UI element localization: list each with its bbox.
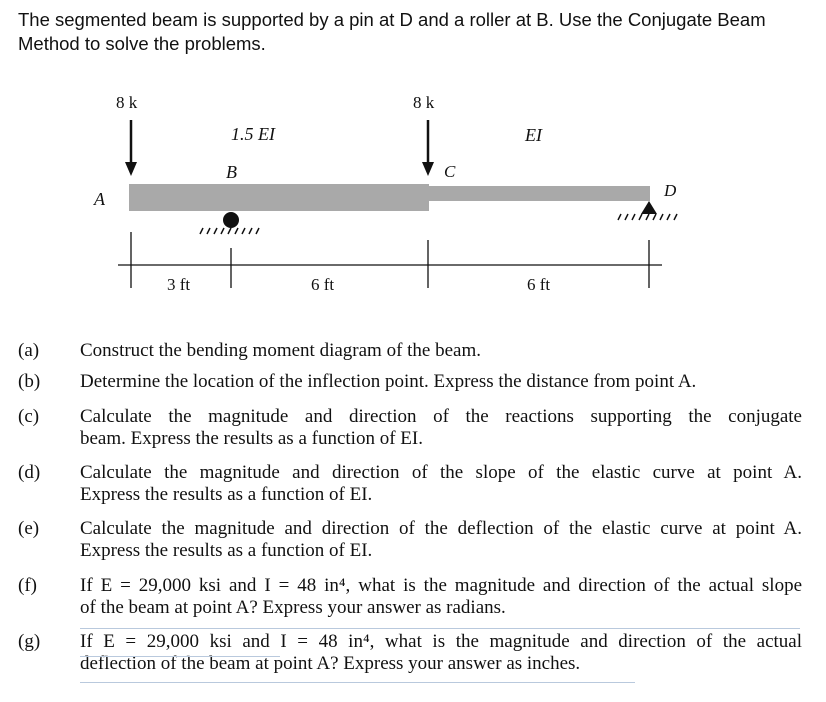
question-text-line: Calculate the magnitude and direction of the deflection of the elastic curve at point A.: [80, 518, 802, 539]
load-left-arrowhead: [125, 162, 137, 176]
question-text-line: beam. Express the results as a function of EI.: [80, 428, 423, 449]
dimension-CD: 6 ft: [527, 275, 551, 294]
beam-segment-thin: [428, 186, 650, 201]
stiffness-left-label: 1.5 EI: [231, 124, 275, 144]
question-text-line: Express the results as a function of EI.: [80, 484, 373, 505]
label-A: A: [94, 189, 105, 209]
dimension-AB: 3 ft: [167, 275, 191, 294]
label-B: B: [226, 162, 237, 182]
underline-mark: [80, 628, 800, 629]
roller-support-B: [223, 212, 239, 228]
question-label: (a): [18, 340, 40, 361]
question-text-line: Express the results as a function of EI.: [80, 540, 373, 561]
beam-segment-thick: [129, 184, 429, 211]
load-left-label: 8 k: [116, 93, 138, 112]
question-text-line: Calculate the magnitude and direction of the slope of the elastic curve at point A.: [80, 462, 802, 483]
question-label: (f): [18, 575, 37, 596]
intro-line-1: The segmented beam is supported by a pin at D and a roller at B. Use the Conjugate Beam: [18, 9, 766, 30]
question-label: (d): [18, 462, 41, 483]
beam-figure: [0, 0, 826, 310]
question-label: (c): [18, 406, 40, 427]
question-text-line: of the beam at point A? Express your answer as radians.: [80, 597, 506, 618]
pin-support-D: [641, 201, 657, 214]
question-label: (g): [18, 631, 41, 652]
label-D: D: [664, 181, 677, 200]
underline-mark: [80, 682, 635, 683]
question-text-line: Calculate the magnitude and direction of the reactions supporting the conjugate: [80, 406, 802, 427]
roller-ground-hatch: [200, 228, 259, 234]
load-right-arrowhead: [422, 162, 434, 176]
dimension-BC: 6 ft: [311, 275, 335, 294]
load-right-label: 8 k: [413, 93, 435, 112]
question-text-line: If E = 29,000 ksi and I = 48 in⁴, what is the magnitude and direction of the actual: [80, 631, 802, 652]
stiffness-right-label: EI: [525, 125, 542, 145]
underline-mark: [80, 656, 280, 657]
question-label: (e): [18, 518, 40, 539]
pin-ground-hatch: [618, 214, 677, 220]
question-label: (b): [18, 371, 41, 392]
question-text-line: deflection of the beam at point A? Express your answer as inches.: [80, 653, 581, 674]
question-text-line: Construct the bending moment diagram of the beam.: [80, 340, 482, 361]
label-C: C: [444, 162, 456, 181]
question-text-line: Determine the location of the inflection point. Express the distance from point A.: [80, 371, 697, 392]
question-text-line: If E = 29,000 ksi and I = 48 in⁴, what is the magnitude and direction of the actual slope: [80, 575, 802, 596]
intro-line-2: Method to solve the problems.: [18, 33, 266, 54]
dimension-line: [118, 232, 662, 288]
